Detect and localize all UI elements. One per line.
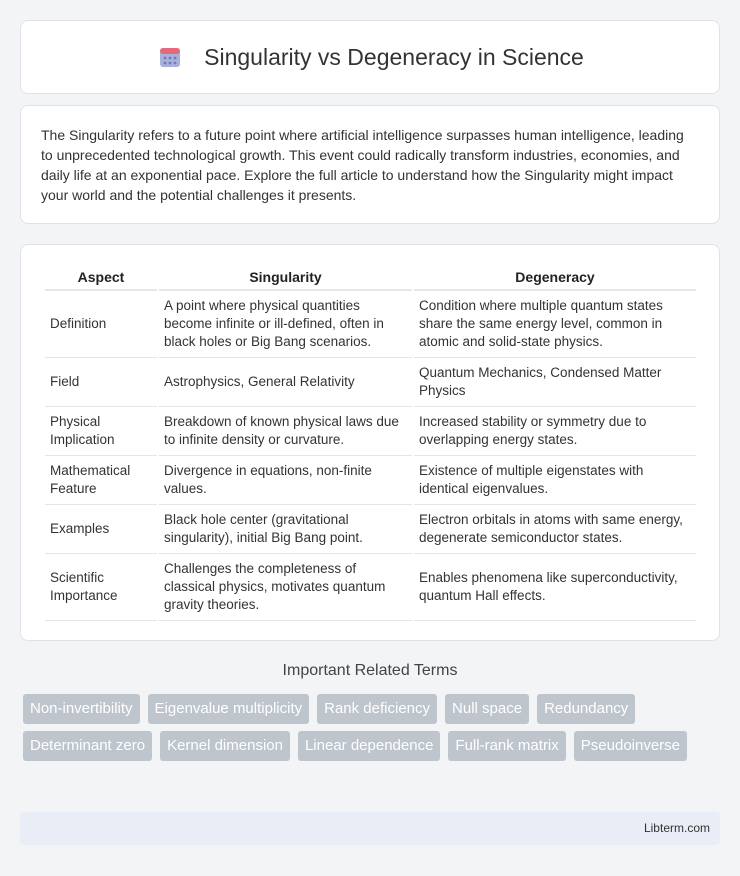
intro-text: The Singularity refers to a future point where artificial intelligence surpasses human intelligence, leading to unprecedented technological growth. This event could radically transform industries, economies, and daily life at an exponential pace. Explore the full article to understand how the Singularity might impact your world and the potential challenges it presents. bbox=[41, 127, 684, 203]
row-aspect: Field bbox=[45, 358, 157, 407]
row-singularity: Challenges the completeness of classical physics, motivates quantum gravity theories. bbox=[159, 554, 412, 621]
row-degeneracy: Condition where multiple quantum states share the same energy level, common in atomic and solid-state physics. bbox=[414, 291, 696, 358]
header-card bbox=[20, 20, 720, 94]
comparison-table bbox=[43, 265, 698, 621]
table-row bbox=[45, 554, 696, 621]
related-term-tag[interactable]: Null space bbox=[445, 694, 529, 724]
row-singularity: Black hole center (gravitational singularity), initial Big Bang point. bbox=[159, 505, 412, 554]
table-row bbox=[45, 505, 696, 554]
table-header-row bbox=[45, 265, 696, 291]
header-singularity: Singularity bbox=[159, 265, 412, 291]
table-row bbox=[45, 407, 696, 456]
related-term-tag[interactable]: Linear dependence bbox=[298, 731, 440, 761]
header-degeneracy: Degeneracy bbox=[414, 265, 696, 291]
row-aspect: Definition bbox=[45, 291, 157, 358]
row-degeneracy: Existence of multiple eigenstates with identical eigenvalues. bbox=[414, 456, 696, 505]
related-terms-heading: Important Related Terms bbox=[282, 662, 458, 679]
related-term-tag[interactable]: Kernel dimension bbox=[160, 731, 290, 761]
related-terms-list bbox=[23, 694, 723, 761]
footer-site-link[interactable]: Libterm.com bbox=[643, 821, 710, 835]
related-term-tag[interactable]: Redundancy bbox=[537, 694, 635, 724]
related-term-tag[interactable]: Pseudoinverse bbox=[574, 731, 687, 761]
table-row bbox=[45, 456, 696, 505]
row-singularity: Breakdown of known physical laws due to infinite density or curvature. bbox=[159, 407, 412, 456]
footer bbox=[20, 812, 720, 845]
row-singularity: A point where physical quantities become infinite or ill-defined, often in black holes or Big Bang scenarios. bbox=[159, 291, 412, 358]
page-title: Singularity vs Degeneracy in Science bbox=[204, 43, 584, 70]
calendar-grid-icon bbox=[156, 43, 184, 71]
table-row bbox=[45, 358, 696, 407]
row-degeneracy: Increased stability or symmetry due to overlapping energy states. bbox=[414, 407, 696, 456]
comparison-table-card bbox=[20, 244, 720, 641]
row-degeneracy: Electron orbitals in atoms with same energy, degenerate semiconductor states. bbox=[414, 505, 696, 554]
related-term-tag[interactable]: Rank deficiency bbox=[317, 694, 437, 724]
row-aspect: Mathematical Feature bbox=[45, 456, 157, 505]
intro-card bbox=[20, 105, 720, 224]
related-term-tag[interactable]: Eigenvalue multiplicity bbox=[148, 694, 310, 724]
row-singularity: Divergence in equations, non-finite values. bbox=[159, 456, 412, 505]
related-term-tag[interactable]: Full-rank matrix bbox=[448, 731, 565, 761]
related-term-tag[interactable]: Determinant zero bbox=[23, 731, 152, 761]
table-row bbox=[45, 291, 696, 358]
row-aspect: Examples bbox=[45, 505, 157, 554]
row-degeneracy: Quantum Mechanics, Condensed Matter Physics bbox=[414, 358, 696, 407]
header-aspect: Aspect bbox=[45, 265, 157, 291]
row-aspect: Physical Implication bbox=[45, 407, 157, 456]
row-aspect: Scientific Importance bbox=[45, 554, 157, 621]
row-singularity: Astrophysics, General Relativity bbox=[159, 358, 412, 407]
related-term-tag[interactable]: Non-invertibility bbox=[23, 694, 140, 724]
row-degeneracy: Enables phenomena like superconductivity, quantum Hall effects. bbox=[414, 554, 696, 621]
